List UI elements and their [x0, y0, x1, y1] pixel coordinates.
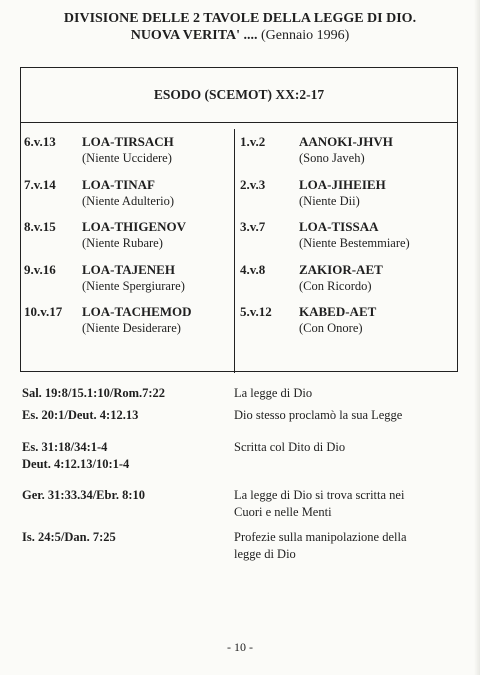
- title-line-2-bold: NUOVA VERITA' ....: [130, 28, 258, 43]
- reference-citation: Is. 24:5/Dan. 7:25: [22, 530, 116, 544]
- right-column: [240, 134, 455, 347]
- left-column: [24, 134, 229, 347]
- commandment-ref: 7.v.14: [24, 176, 56, 192]
- commandment-ref: 4.v.8: [240, 261, 266, 277]
- reference-row: [22, 487, 462, 529]
- reference-citation: Es. 31:18/34:1-4 Deut. 4:12.13/10:1-4: [22, 440, 130, 471]
- commandment-translation: (Niente Uccidere): [82, 151, 172, 165]
- commandment-hebrew: LOA-TIRSACH: [82, 134, 174, 149]
- commandment-hebrew: KABED-AET: [299, 304, 377, 319]
- reference-citation: Sal. 19:8/15.1:10/Rom.7:22: [22, 386, 166, 400]
- commandment-translation: (Niente Adulterio): [82, 193, 174, 208]
- page-number: - 10 -: [227, 640, 253, 654]
- commandment-ref: 10.v.17: [24, 304, 63, 319]
- commandment-9: [24, 262, 229, 305]
- commandment-hebrew: LOA-TISSAA: [299, 219, 379, 234]
- reference-description: Profezie sulla manipolazione della legge di Dio: [234, 530, 407, 561]
- commandment-hebrew: AANOKI-JHVH: [299, 134, 393, 149]
- commandment-translation: (Sono Javeh): [299, 151, 365, 165]
- commandment-hebrew: LOA-TAJENEH: [82, 261, 175, 277]
- commandment-4: [240, 262, 455, 305]
- page-edge-shadow: [474, 0, 480, 675]
- page-title: [0, 10, 480, 44]
- column-divider: [234, 129, 235, 373]
- commandment-5: [240, 304, 455, 347]
- commandment-3: [240, 219, 455, 262]
- commandment-hebrew: LOA-JIHEIEH: [299, 176, 386, 192]
- reference-description: La legge di Dio: [234, 386, 313, 400]
- commandment-ref: 8.v.15: [24, 219, 56, 234]
- commandment-6: [24, 134, 229, 177]
- reference-row: [22, 439, 462, 487]
- commandment-ref: 1.v.2: [240, 134, 266, 149]
- title-line-2-date: (Gennaio 1996): [257, 28, 350, 43]
- commandment-8: [24, 219, 229, 262]
- commandment-hebrew: LOA-TACHEMOD: [82, 304, 192, 319]
- commandments-table: [20, 67, 458, 372]
- reference-row: [22, 385, 462, 407]
- commandment-ref: 9.v.16: [24, 261, 56, 277]
- commandment-2: [240, 177, 455, 220]
- table-title: ESODO (SCEMOT) XX:2-17: [21, 68, 457, 123]
- reference-row: [22, 529, 462, 569]
- commandment-translation: (Niente Dii): [299, 193, 360, 208]
- commandment-translation: (Con Ricordo): [299, 278, 372, 293]
- commandment-translation: (Niente Bestemmiare): [299, 236, 410, 250]
- commandment-10: [24, 304, 229, 347]
- title-line-1: DIVISIONE DELLE 2 TAVOLE DELLA LEGGE DI DIO.: [63, 11, 417, 26]
- commandment-hebrew: LOA-TINAF: [82, 176, 155, 192]
- commandment-translation: (Niente Desiderare): [82, 321, 181, 335]
- commandment-translation: (Niente Rubare): [82, 236, 163, 250]
- commandment-7: [24, 177, 229, 220]
- commandment-ref: 5.v.12: [240, 304, 272, 319]
- commandment-ref: 3.v.7: [240, 219, 266, 234]
- scripture-references: [22, 385, 462, 569]
- commandment-ref: 6.v.13: [24, 134, 56, 149]
- commandment-hebrew: ZAKIOR-AET: [299, 261, 383, 277]
- commandment-hebrew: LOA-THIGENOV: [82, 219, 187, 234]
- commandment-ref: 2.v.3: [240, 176, 266, 192]
- commandment-translation: (Niente Spergiurare): [82, 278, 185, 293]
- reference-description: La legge di Dio si trova scritta nei Cuori e nelle Menti: [234, 488, 405, 519]
- reference-description: Scritta col Dito di Dio: [234, 440, 346, 454]
- commandment-1: [240, 134, 455, 177]
- commandment-translation: (Con Onore): [299, 321, 363, 335]
- reference-row: [22, 407, 462, 439]
- reference-citation: Ger. 31:33.34/Ebr. 8:10: [22, 488, 146, 502]
- reference-description: Dio stesso proclamò la sua Legge: [234, 408, 403, 422]
- reference-citation: Es. 20:1/Deut. 4:12.13: [22, 408, 139, 422]
